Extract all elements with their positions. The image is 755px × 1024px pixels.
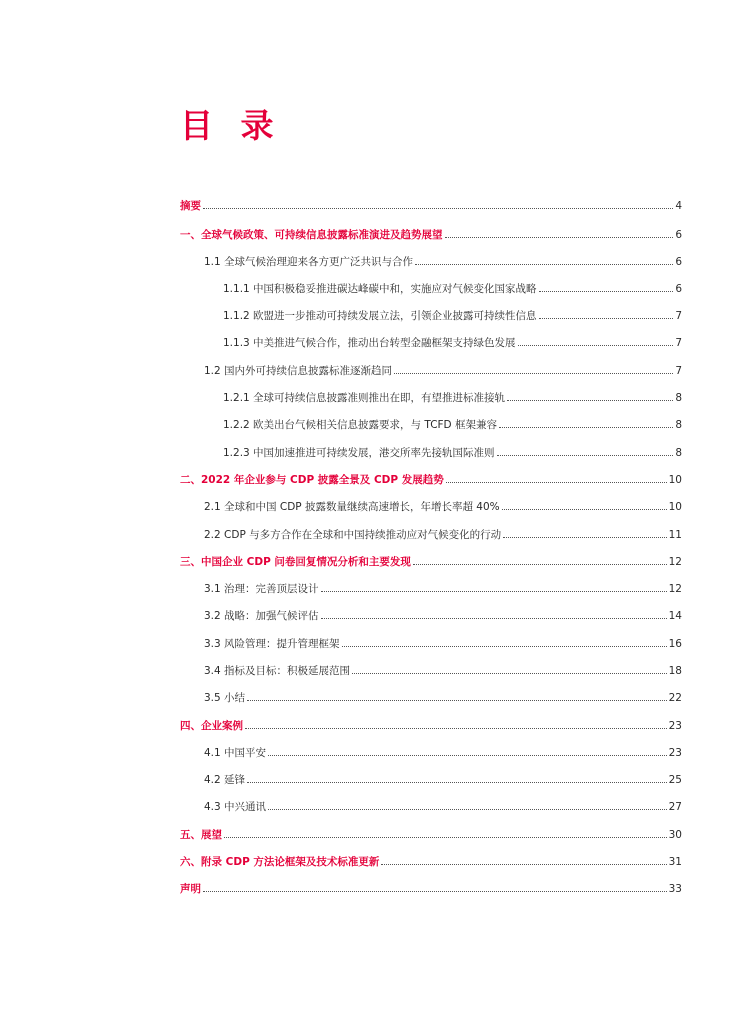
toc-label: 三、中国企业 CDP 问卷回复情况分析和主要发现	[180, 556, 411, 568]
toc-entry[interactable]	[223, 390, 682, 408]
leader-dots	[415, 255, 673, 265]
toc-entry[interactable]	[204, 745, 682, 763]
toc-entry[interactable]	[223, 335, 682, 353]
toc-page-number: 8	[675, 419, 682, 431]
toc-page-number: 11	[668, 529, 682, 541]
toc-label: 二、2022 年企业参与 CDP 披露全景及 CDP 发展趋势	[180, 474, 444, 486]
leader-dots	[321, 582, 667, 592]
toc-page-number: 25	[668, 774, 682, 786]
toc-label: 3.4 指标及目标：积极延展范围	[204, 665, 351, 677]
leader-dots	[539, 282, 674, 292]
toc-label: 2.1 全球和中国 CDP 披露数量继续高速增长，年增长率超 40%	[204, 501, 500, 513]
toc-page-number: 27	[668, 801, 682, 813]
toc-entry[interactable]	[180, 554, 682, 572]
toc-page-number: 6	[675, 229, 682, 241]
toc-label: 3.1 治理：完善顶层设计	[204, 583, 319, 595]
leader-dots	[247, 773, 667, 783]
leader-dots	[497, 446, 674, 456]
leader-dots	[413, 555, 667, 565]
toc-entry[interactable]	[204, 636, 682, 654]
leader-dots	[247, 691, 667, 701]
toc-page-number: 31	[668, 856, 682, 868]
toc-page-number: 14	[668, 610, 682, 622]
leader-dots	[446, 473, 667, 483]
leader-dots	[203, 882, 667, 892]
toc-entry[interactable]	[223, 445, 682, 463]
leader-dots	[503, 528, 667, 538]
toc-label: 1.1.1 中国积极稳妥推进碳达峰碳中和，实施应对气候变化国家战略	[223, 283, 537, 295]
toc-page-number: 10	[668, 501, 682, 513]
toc-page-number: 6	[675, 283, 682, 295]
leader-dots	[445, 228, 674, 238]
toc-entry[interactable]	[204, 363, 682, 381]
leader-dots	[539, 309, 674, 319]
leader-dots	[203, 199, 673, 209]
toc-entry[interactable]	[180, 198, 682, 216]
leader-dots	[499, 418, 673, 428]
leader-dots	[321, 609, 667, 619]
toc-page-number: 18	[668, 665, 682, 677]
leader-dots	[381, 855, 666, 865]
toc-label: 1.1.3 中美推进气候合作，推动出台转型金融框架支持绿色发展	[223, 337, 516, 349]
toc-label: 1.2.1 全球可持续信息披露准则推出在即，有望推进标准接轨	[223, 392, 506, 404]
toc-label: 五、展望	[180, 829, 222, 841]
toc-entry[interactable]	[223, 281, 682, 299]
toc-entry[interactable]	[223, 417, 682, 435]
toc-label: 1.1.2 欧盟进一步推动可持续发展立法，引领企业披露可持续性信息	[223, 310, 537, 322]
toc-page-number: 30	[668, 829, 682, 841]
leader-dots	[224, 828, 667, 838]
leader-dots	[245, 719, 667, 729]
toc-entry[interactable]	[204, 772, 682, 790]
toc-page-number: 4	[675, 200, 682, 212]
toc-page-number: 16	[668, 638, 682, 650]
toc-entry[interactable]	[204, 608, 682, 626]
toc-page-number: 22	[668, 692, 682, 704]
leader-dots	[502, 500, 667, 510]
toc-entry[interactable]	[204, 254, 682, 272]
toc-page-number: 6	[675, 256, 682, 268]
toc-entry[interactable]	[204, 581, 682, 599]
leader-dots	[507, 391, 673, 401]
toc-entry[interactable]	[204, 499, 682, 517]
leader-dots	[342, 637, 667, 647]
toc-label: 3.2 战略：加强气候评估	[204, 610, 319, 622]
toc-page-number: 10	[668, 474, 682, 486]
leader-dots	[394, 364, 673, 374]
toc-entry[interactable]	[204, 799, 682, 817]
toc-label: 4.3 中兴通讯	[204, 801, 267, 813]
toc-entry[interactable]	[180, 854, 682, 872]
toc-label: 4.2 延锋	[204, 774, 246, 786]
toc-label: 2.2 CDP 与多方合作在全球和中国持续推动应对气候变化的行动	[204, 529, 502, 541]
leader-dots	[268, 746, 667, 756]
toc-entry[interactable]	[180, 718, 682, 736]
toc-page-number: 7	[675, 310, 682, 322]
toc-label: 四、企业案例	[180, 720, 243, 732]
toc-entry[interactable]	[180, 881, 682, 899]
toc-entry[interactable]	[204, 690, 682, 708]
toc-page-number: 33	[668, 883, 682, 895]
toc-label: 摘要	[180, 200, 201, 212]
toc-page-number: 23	[668, 720, 682, 732]
toc-entry[interactable]	[223, 308, 682, 326]
leader-dots	[352, 664, 667, 674]
toc-label: 3.5 小结	[204, 692, 246, 704]
toc-label: 声明	[180, 883, 201, 895]
toc-label: 一、全球气候政策、可持续信息披露标准演进及趋势展望	[180, 229, 443, 241]
toc-label: 3.3 风险管理：提升管理框架	[204, 638, 340, 650]
toc-entry[interactable]	[180, 827, 682, 845]
toc-label: 1.2.2 欧美出台气候相关信息披露要求，与 TCFD 框架兼容	[223, 419, 497, 431]
toc-label: 4.1 中国平安	[204, 747, 267, 759]
toc-page-number: 12	[668, 556, 682, 568]
toc-page-number: 8	[675, 392, 682, 404]
toc-label: 1.1 全球气候治理迎来各方更广泛共识与合作	[204, 256, 414, 268]
toc-page-number: 8	[675, 447, 682, 459]
toc-label: 1.2.3 中国加速推进可持续发展，港交所率先接轨国际准则	[223, 447, 495, 459]
toc-entry[interactable]	[204, 527, 682, 545]
toc-label: 六、附录 CDP 方法论框架及技术标准更新	[180, 856, 380, 868]
toc-entry[interactable]	[180, 227, 682, 245]
leader-dots	[518, 336, 674, 346]
toc-entry[interactable]	[204, 663, 682, 681]
toc-page-number: 23	[668, 747, 682, 759]
toc-label: 1.2 国内外可持续信息披露标准逐渐趋同	[204, 365, 393, 377]
toc-page-number: 7	[675, 337, 682, 349]
toc-page-number: 7	[675, 365, 682, 377]
toc-page-number: 12	[668, 583, 682, 595]
leader-dots	[268, 800, 667, 810]
toc-entry[interactable]	[180, 472, 682, 490]
page-title: 目 录	[180, 106, 282, 145]
